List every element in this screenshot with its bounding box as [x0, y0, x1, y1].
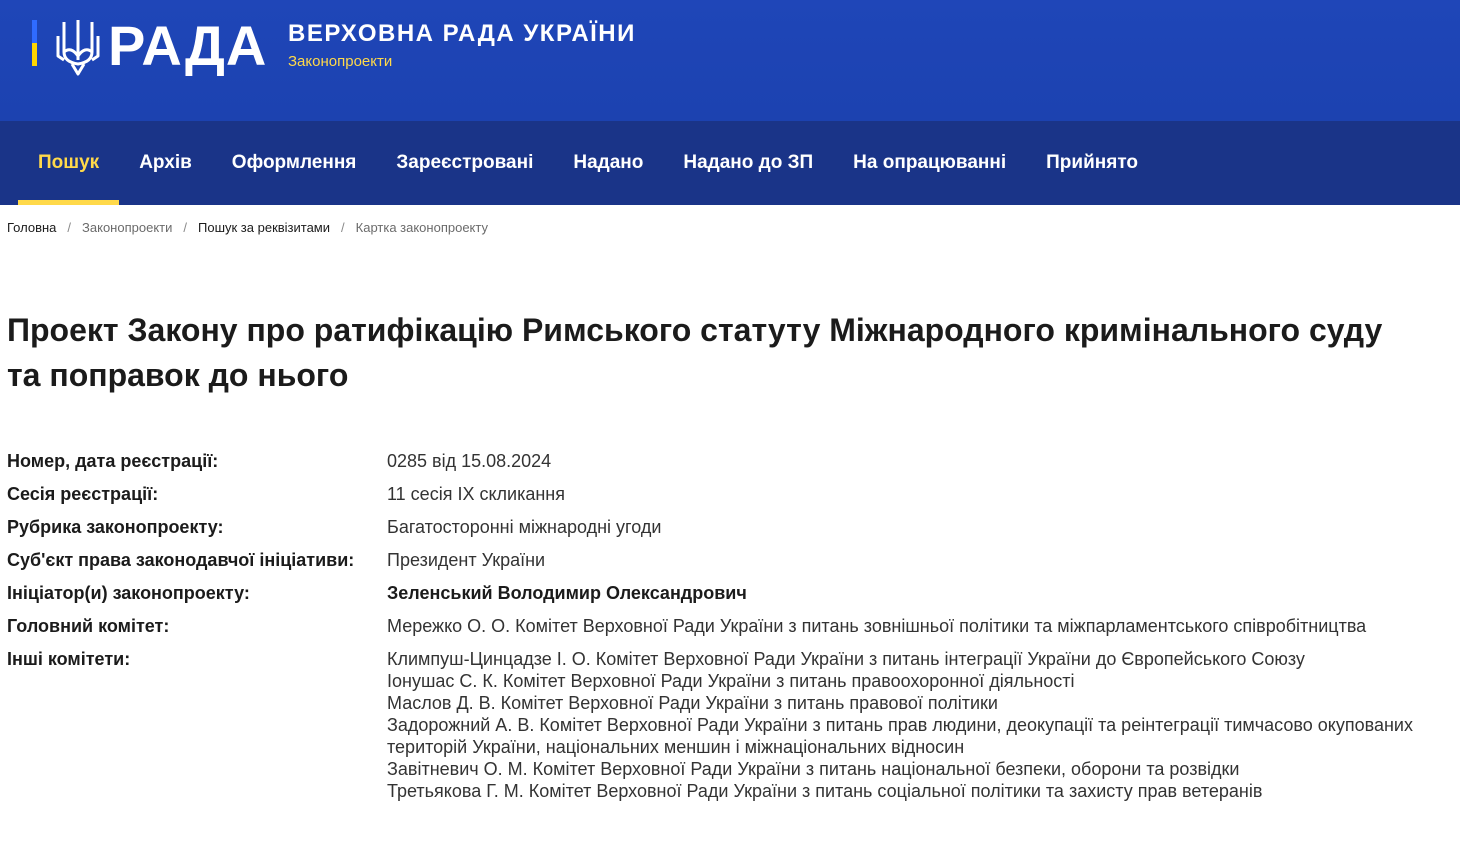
detail-row-other-committees: [7, 648, 1457, 802]
other-committees-label: Інші комітети:: [7, 649, 131, 669]
session-label: Сесія реєстрації:: [7, 484, 159, 504]
initiator-label: Ініціатор(и) законопроекту:: [7, 583, 250, 603]
committee-item: Завітневич О. М. Комітет Верховної Ради України з питань національної безпеки, оборони та розвідки: [387, 759, 1240, 779]
detail-row-rubric: [7, 516, 1457, 538]
breadcrumb-current: Картка законопроекту: [355, 220, 488, 235]
detail-row-session: [7, 483, 1457, 505]
detail-row-initiator: [7, 582, 1457, 604]
breadcrumb-bills[interactable]: Законопроекти: [82, 220, 173, 235]
breadcrumb-separator: /: [67, 220, 72, 235]
nav-item-archive[interactable]: Архів: [139, 152, 192, 173]
trident-icon: [54, 16, 102, 78]
breadcrumb-search-by-details[interactable]: Пошук за реквізитами: [198, 220, 331, 235]
detail-row-subject: [7, 549, 1457, 571]
committee-item: Маслов Д. В. Комітет Верховної Ради України з питань правової політики: [387, 693, 998, 713]
breadcrumb-separator: /: [341, 220, 345, 235]
logo-wordmark: РАДА: [108, 14, 268, 77]
detail-row-registration: [7, 450, 1457, 472]
other-committees-list: [387, 648, 1457, 802]
subject-value: Президент України: [387, 550, 546, 570]
detail-row-main-committee: [7, 615, 1457, 637]
flag-icon: [32, 20, 37, 66]
nav-item-registered[interactable]: Зареєстровані: [396, 152, 534, 173]
site-header: [0, 0, 1460, 121]
nav-item-submitted-to-zp[interactable]: Надано до ЗП: [683, 152, 814, 173]
session-value: 11 сесія IX скликання: [387, 484, 565, 504]
rubric-label: Рубрика законопроекту:: [7, 517, 224, 537]
registration-value: 0285 від 15.08.2024: [387, 451, 552, 471]
nav-item-submitted[interactable]: Надано: [573, 152, 644, 173]
nav-item-search[interactable]: Пошук: [18, 121, 119, 205]
committee-item: Климпуш-Цинцадзе І. О. Комітет Верховної Ради України з питань інтеграції України до Європейського Союзу: [387, 649, 1305, 669]
bill-details: [7, 450, 1457, 813]
committee-item: Іонушас С. К. Комітет Верховної Ради України з питань правоохоронної діяльності: [387, 671, 1075, 691]
site-title[interactable]: ВЕРХОВНА РАДА УКРАЇНИ: [288, 20, 636, 47]
breadcrumb: [7, 220, 488, 235]
main-committee-label: Головний комітет:: [7, 616, 170, 636]
nav-item-drafting[interactable]: Оформлення: [231, 152, 357, 173]
main-committee-value: Мережко О. О. Комітет Верховної Ради України з питань зовнішньої політики та міжпарламентського співробітництва: [387, 616, 1367, 636]
registration-label: Номер, дата реєстрації:: [7, 451, 219, 471]
nav-item-adopted[interactable]: Прийнято: [1046, 152, 1138, 173]
breadcrumb-separator: /: [183, 220, 187, 235]
site-subtitle[interactable]: Законопроекти: [288, 53, 393, 70]
nav-item-in-progress[interactable]: На опрацюванні: [853, 152, 1007, 173]
main-nav: [0, 121, 1460, 205]
page-title: Проект Закону про ратифікацію Римського статуту Міжнародного кримінального суду та поправок до нього: [7, 312, 1383, 393]
rubric-value: Багатосторонні міжнародні угоди: [387, 517, 662, 537]
subject-label: Суб'єкт права законодавчої ініціативи:: [7, 550, 355, 570]
breadcrumb-home[interactable]: Головна: [7, 220, 57, 235]
initiator-value: Зеленський Володимир Олександрович: [387, 583, 747, 603]
committee-item: Третьякова Г. М. Комітет Верховної Ради України з питань соціальної політики та захисту прав ветеранів: [387, 781, 1263, 801]
committee-item: Задорожний А. В. Комітет Верховної Ради України з питань прав людини, деокупації та реінтеграції тимчасово окупованих територій України, національних меншин і міжнаціональних відносин: [387, 715, 1413, 757]
